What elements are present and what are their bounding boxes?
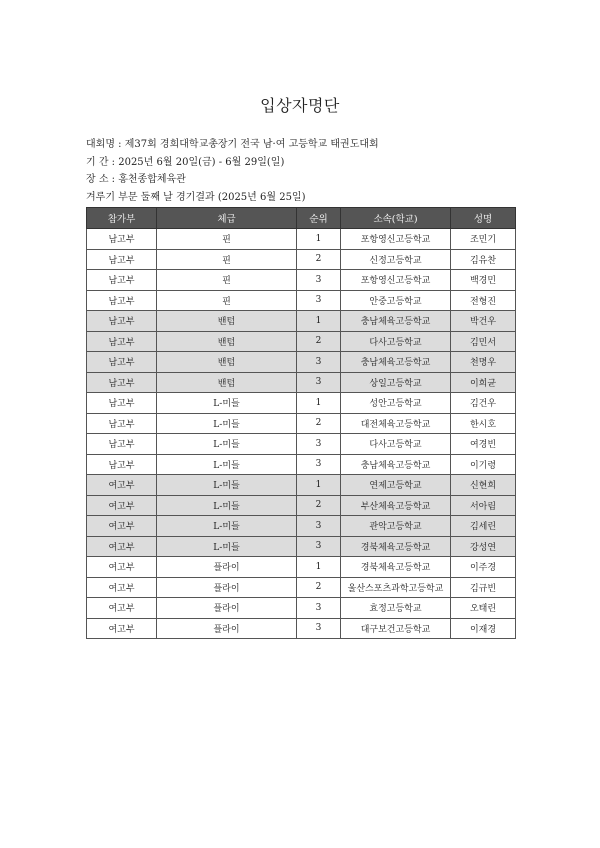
cell-name: 천명우	[451, 352, 516, 373]
table-body	[87, 229, 516, 639]
table-row	[87, 516, 516, 537]
cell-weight-class: 밴텀	[157, 352, 297, 373]
cell-school: 관악고등학교	[341, 516, 451, 537]
cell-division: 남고부	[87, 270, 157, 291]
cell-rank: 3	[297, 598, 341, 619]
cell-division: 여고부	[87, 516, 157, 537]
cell-rank: 1	[297, 475, 341, 496]
table-row	[87, 495, 516, 516]
table-row	[87, 229, 516, 250]
cell-weight-class: 밴텀	[157, 311, 297, 332]
cell-name: 백경민	[451, 270, 516, 291]
cell-school: 경북체육고등학교	[341, 536, 451, 557]
cell-division: 여고부	[87, 577, 157, 598]
cell-division: 남고부	[87, 311, 157, 332]
cell-name: 김건우	[451, 393, 516, 414]
cell-school: 안중고등학교	[341, 290, 451, 311]
cell-weight-class: 플라이	[157, 557, 297, 578]
cell-division: 남고부	[87, 331, 157, 352]
cell-weight-class: L-미들	[157, 495, 297, 516]
table-row	[87, 352, 516, 373]
cell-school: 부산체육고등학교	[341, 495, 451, 516]
header-weight-class: 체급	[157, 208, 297, 229]
cell-rank: 3	[297, 516, 341, 537]
cell-division: 남고부	[87, 229, 157, 250]
cell-division: 여고부	[87, 536, 157, 557]
cell-name: 강성연	[451, 536, 516, 557]
cell-school: 포항영신고등학교	[341, 270, 451, 291]
header-school: 소속(학교)	[341, 208, 451, 229]
cell-name: 이기령	[451, 454, 516, 475]
table-row	[87, 577, 516, 598]
table-row	[87, 290, 516, 311]
cell-rank: 1	[297, 557, 341, 578]
table-row	[87, 249, 516, 270]
info-line: 겨루기 부문 둘째 날 경기결과 (2025년 6월 25일)	[86, 191, 306, 203]
cell-rank: 2	[297, 331, 341, 352]
cell-name: 박건우	[451, 311, 516, 332]
cell-rank: 2	[297, 495, 341, 516]
cell-name: 조민기	[451, 229, 516, 250]
table-row	[87, 413, 516, 434]
cell-rank: 3	[297, 434, 341, 455]
cell-division: 남고부	[87, 352, 157, 373]
cell-division: 남고부	[87, 249, 157, 270]
table-row	[87, 434, 516, 455]
cell-rank: 2	[297, 249, 341, 270]
cell-rank: 3	[297, 618, 341, 639]
cell-school: 신정고등학교	[341, 249, 451, 270]
cell-school: 다사고등학교	[341, 331, 451, 352]
cell-rank: 1	[297, 311, 341, 332]
header-division: 참가부	[87, 208, 157, 229]
table-row	[87, 270, 516, 291]
cell-weight-class: 핀	[157, 249, 297, 270]
cell-name: 여경빈	[451, 434, 516, 455]
cell-school: 효정고등학교	[341, 598, 451, 619]
cell-school: 대구보건고등학교	[341, 618, 451, 639]
table-row	[87, 475, 516, 496]
cell-school: 경북체육고등학교	[341, 557, 451, 578]
cell-weight-class: L-미들	[157, 516, 297, 537]
cell-school: 상일고등학교	[341, 372, 451, 393]
table-row	[87, 618, 516, 639]
cell-weight-class: L-미들	[157, 434, 297, 455]
cell-weight-class: 핀	[157, 270, 297, 291]
cell-division: 여고부	[87, 598, 157, 619]
cell-rank: 3	[297, 270, 341, 291]
cell-division: 남고부	[87, 434, 157, 455]
cell-weight-class: L-미들	[157, 536, 297, 557]
cell-name: 신현희	[451, 475, 516, 496]
cell-rank: 3	[297, 536, 341, 557]
cell-weight-class: L-미들	[157, 393, 297, 414]
cell-rank: 2	[297, 413, 341, 434]
cell-weight-class: 플라이	[157, 618, 297, 639]
table-row	[87, 311, 516, 332]
cell-rank: 3	[297, 372, 341, 393]
cell-name: 김유찬	[451, 249, 516, 270]
cell-weight-class: L-미들	[157, 475, 297, 496]
cell-school: 충남체육고등학교	[341, 352, 451, 373]
cell-school: 충남체육고등학교	[341, 311, 451, 332]
cell-rank: 3	[297, 290, 341, 311]
table-row	[87, 557, 516, 578]
cell-weight-class: 핀	[157, 290, 297, 311]
results-table	[86, 207, 516, 639]
table-row	[87, 393, 516, 414]
cell-name: 이희균	[451, 372, 516, 393]
cell-name: 서아림	[451, 495, 516, 516]
cell-school: 포항영신고등학교	[341, 229, 451, 250]
cell-name: 김규빈	[451, 577, 516, 598]
info-line: 기 간 : 2025년 6월 20일(금) - 6월 29일(일)	[86, 156, 285, 168]
header-rank: 순위	[297, 208, 341, 229]
cell-rank: 1	[297, 229, 341, 250]
table-row	[87, 598, 516, 619]
cell-weight-class: 밴텀	[157, 372, 297, 393]
cell-rank: 3	[297, 352, 341, 373]
cell-weight-class: 핀	[157, 229, 297, 250]
cell-name: 오태린	[451, 598, 516, 619]
cell-weight-class: 플라이	[157, 577, 297, 598]
cell-rank: 1	[297, 393, 341, 414]
table-row	[87, 536, 516, 557]
cell-name: 이재경	[451, 618, 516, 639]
table-row	[87, 372, 516, 393]
cell-school: 대전체육고등학교	[341, 413, 451, 434]
info-line: 장 소 : 홍천종합체육관	[86, 174, 186, 185]
cell-division: 여고부	[87, 557, 157, 578]
page-title: 입상자명단	[260, 96, 340, 115]
cell-weight-class: 밴텀	[157, 331, 297, 352]
cell-name: 김세린	[451, 516, 516, 537]
cell-division: 남고부	[87, 372, 157, 393]
cell-weight-class: L-미들	[157, 454, 297, 475]
cell-school: 성안고등학교	[341, 393, 451, 414]
cell-school: 울산스포츠과학고등학교	[341, 577, 451, 598]
cell-name: 김민서	[451, 331, 516, 352]
cell-division: 남고부	[87, 290, 157, 311]
cell-weight-class: 플라이	[157, 598, 297, 619]
cell-division: 여고부	[87, 495, 157, 516]
cell-school: 연제고등학교	[341, 475, 451, 496]
cell-school: 충남체육고등학교	[341, 454, 451, 475]
cell-division: 남고부	[87, 393, 157, 414]
header-name: 성명	[451, 208, 516, 229]
cell-school: 다사고등학교	[341, 434, 451, 455]
cell-division: 남고부	[87, 454, 157, 475]
cell-name: 이주경	[451, 557, 516, 578]
info-line: 대회명 : 제37회 경희대학교총장기 전국 남·여 고등학교 태권도대회	[86, 139, 379, 150]
event-info	[86, 136, 379, 206]
cell-rank: 3	[297, 454, 341, 475]
cell-name: 전형진	[451, 290, 516, 311]
cell-division: 여고부	[87, 475, 157, 496]
cell-rank: 2	[297, 577, 341, 598]
table-row	[87, 454, 516, 475]
cell-name: 한시호	[451, 413, 516, 434]
table-row	[87, 331, 516, 352]
table-header-row	[87, 208, 516, 229]
cell-weight-class: L-미들	[157, 413, 297, 434]
cell-division: 여고부	[87, 618, 157, 639]
cell-division: 남고부	[87, 413, 157, 434]
